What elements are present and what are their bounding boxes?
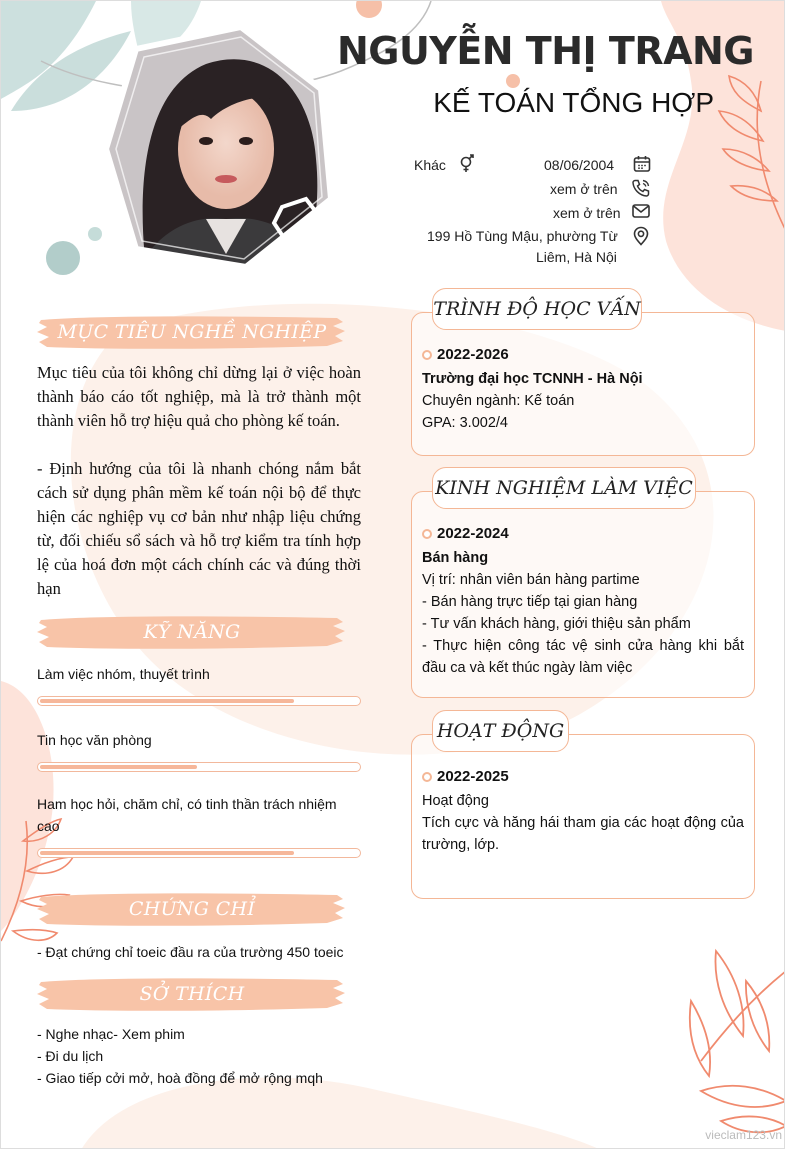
phone-icon — [631, 178, 651, 198]
job-title: KẾ TOÁN TỔNG HỢP — [433, 87, 714, 118]
skill-bar-fill — [40, 699, 294, 703]
education-school: Trường đại học TCNNH - Hà Nội — [422, 371, 643, 387]
skills-heading — [37, 612, 347, 652]
hobbies-heading — [37, 974, 347, 1014]
activities-period: 2022-2025 — [437, 768, 509, 785]
skill-bar-fill — [40, 765, 197, 769]
skills-heading-text: KỸ NĂNG — [143, 621, 241, 643]
skill-label: Làm việc nhóm, thuyết trình — [37, 666, 210, 682]
education-content — [422, 344, 744, 434]
address-line1: 199 Hồ Tùng Mậu, phường Từ — [427, 228, 618, 244]
phone-value: xem ở trên — [550, 181, 618, 197]
activities-heading — [432, 710, 569, 752]
hobby-list — [37, 1023, 367, 1089]
objective-paragraph-1: Mục tiêu của tôi không chỉ dừng lại ở việc hoàn thành báo cáo tốt nghiệp, mà là trở thành một thành viên hỗ trợ hiệu quả cho phòng kế toán. — [37, 363, 361, 430]
hobby-item: - Đi du lịch — [37, 1048, 104, 1064]
experience-duty: - Thực hiện công tác vệ sinh cửa hàng khi bắt đầu ca và kết thúc ngày làm việc — [422, 638, 744, 676]
timeline-dot-icon — [422, 529, 432, 539]
hobby-item: - Nghe nhạc- Xem phim — [37, 1026, 185, 1042]
experience-heading — [432, 467, 696, 509]
candidate-name: NGUYỄN THỊ TRANG — [336, 29, 754, 73]
avatar — [96, 19, 341, 274]
activities-content — [422, 766, 744, 856]
objective-heading-text: MỤC TIÊU NGHỀ NGHIỆP — [57, 321, 327, 343]
skill-bar — [37, 762, 361, 772]
experience-position: Vị trí: nhân viên bán hàng partime — [422, 572, 640, 588]
education-period: 2022-2026 — [437, 346, 509, 363]
experience-duty: - Bán hàng trực tiếp tại gian hàng — [422, 594, 638, 610]
skill-bar — [37, 848, 361, 858]
gender-value: Khác — [414, 157, 446, 173]
certificates-heading — [37, 889, 347, 929]
skill-bar-fill — [40, 851, 294, 855]
birthday-value: 08/06/2004 — [544, 157, 615, 173]
timeline-dot-icon — [422, 772, 432, 782]
objective-paragraph-2: - Định hướng của tôi là nhanh chóng nắm bắt cách sử dụng phân mềm kế toán nội bộ để thực hiện các nghiệp vụ cơ bản như nhập liệu chứng từ, đối chiếu sổ sách và hỗ trợ kiểm tra tính hợp lệ của hoá đơn một cách chính các và đúng thời hạn — [37, 459, 361, 598]
address-line2: Liêm, Hà Nội — [536, 249, 617, 265]
education-heading — [432, 288, 642, 330]
gender-icon — [457, 153, 477, 173]
mail-icon — [631, 201, 651, 221]
activities-name: Hoạt động — [422, 793, 489, 809]
activities-description: Tích cực và hăng hái tham gia các hoạt động của trường, lớp. — [422, 815, 744, 853]
experience-heading-text: KINH NGHIỆM LÀM VIỆC — [435, 477, 693, 499]
experience-period: 2022-2024 — [437, 525, 509, 542]
education-heading-text: TRÌNH ĐỘ HỌC VẤN — [433, 298, 641, 320]
experience-company: Bán hàng — [422, 550, 489, 566]
experience-content — [422, 523, 744, 679]
skill-label: Tin học văn phòng — [37, 732, 152, 748]
skill-bar — [37, 696, 361, 706]
location-pin-icon — [631, 226, 651, 246]
objective-heading — [37, 312, 347, 352]
education-major: Chuyên ngành: Kế toán — [422, 393, 575, 409]
calendar-icon — [632, 154, 652, 174]
activities-heading-text: HOẠT ĐỘNG — [436, 720, 565, 742]
experience-duty: - Tư vấn khách hàng, giới thiệu sản phẩm — [422, 616, 691, 632]
certificate-item: - Đạt chứng chỉ toeic đầu ra của trường 450 toeic — [37, 944, 344, 960]
email-value: xem ở trên — [553, 205, 621, 221]
timeline-dot-icon — [422, 350, 432, 360]
hobbies-heading-text: SỞ THÍCH — [139, 983, 245, 1005]
skill-label: Ham học hỏi, chăm chỉ, có tinh thần trách nhiệm cao — [37, 796, 337, 834]
watermark: vieclam123.vn — [705, 1128, 782, 1142]
education-gpa: GPA: 3.002/4 — [422, 415, 508, 431]
certificates-heading-text: CHỨNG CHỈ — [128, 898, 256, 920]
hobby-item: - Giao tiếp cởi mở, hoà đồng để mở rộng mqh — [37, 1070, 323, 1086]
